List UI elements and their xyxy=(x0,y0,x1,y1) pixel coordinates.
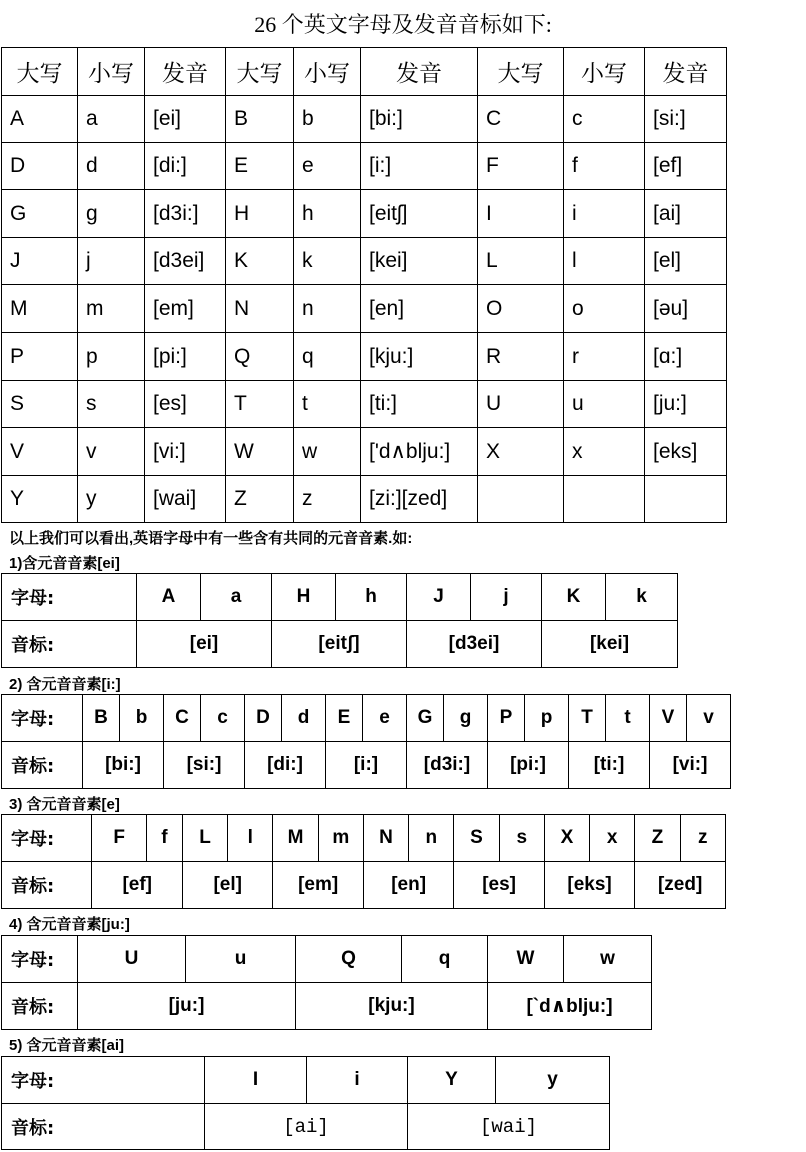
lowercase-cell: j xyxy=(78,238,145,285)
letter-cell: q xyxy=(402,936,488,983)
letter-cell: E xyxy=(326,695,363,742)
pronunciation-cell: [eks] xyxy=(645,428,727,476)
pronunciation-cell: [ai] xyxy=(645,190,727,238)
uppercase-cell xyxy=(478,476,564,523)
phonetics-label: 音标: xyxy=(2,1104,205,1150)
letters-label: 字母: xyxy=(2,1057,205,1104)
phonetics-label: 音标: xyxy=(2,621,137,668)
lowercase-cell: x xyxy=(564,428,645,476)
letter-cell: H xyxy=(272,574,336,621)
uppercase-cell: L xyxy=(478,238,564,285)
header-pronunciation: 发音 xyxy=(361,48,478,96)
phonetic-cell: [zed] xyxy=(635,862,726,909)
phonetics-label: 音标: xyxy=(2,862,92,909)
lowercase-cell: p xyxy=(78,333,145,381)
letter-cell: J xyxy=(407,574,471,621)
uppercase-cell: G xyxy=(2,190,78,238)
letter-cell: S xyxy=(454,815,499,862)
phonetic-cell: [wai] xyxy=(408,1104,610,1150)
letter-cell: f xyxy=(146,815,182,862)
uppercase-cell: N xyxy=(226,285,294,333)
phonetic-cell: [vi:] xyxy=(650,742,731,789)
lowercase-cell: z xyxy=(294,476,361,523)
page-title: 26 个英文字母及发音音标如下: xyxy=(254,12,552,37)
phonetic-cell: [eks] xyxy=(544,862,634,909)
pronunciation-cell: [si:] xyxy=(645,96,727,143)
phonetic-cell: [eitʃ] xyxy=(272,621,407,668)
header-lowercase: 小写 xyxy=(564,48,645,96)
uppercase-cell: A xyxy=(2,96,78,143)
letter-cell: s xyxy=(499,815,544,862)
phonetics-label: 音标: xyxy=(2,983,78,1030)
pronunciation-cell: [es] xyxy=(145,381,226,428)
lowercase-cell: g xyxy=(78,190,145,238)
pronunciation-cell: [bi:] xyxy=(361,96,478,143)
section-4-heading: 4) 含元音音素[ju:] xyxy=(9,916,130,933)
phonetic-cell: [em] xyxy=(273,862,363,909)
letter-cell: V xyxy=(650,695,687,742)
phonetic-cell: [`d∧blju:] xyxy=(488,983,652,1030)
lowercase-cell: c xyxy=(564,96,645,143)
letter-cell: Z xyxy=(635,815,680,862)
phonetic-cell: [ai] xyxy=(205,1104,408,1150)
alphabet-table xyxy=(1,47,727,523)
section-2-table xyxy=(1,694,731,789)
pronunciation-cell: [ju:] xyxy=(645,381,727,428)
letters-label: 字母: xyxy=(2,815,92,862)
section-5-table xyxy=(1,1056,610,1150)
lowercase-cell: w xyxy=(294,428,361,476)
phonetics-row xyxy=(2,983,652,1030)
pronunciation-cell: [ef] xyxy=(645,143,727,190)
uppercase-cell: B xyxy=(226,96,294,143)
pronunciation-cell: [ɑ:] xyxy=(645,333,727,381)
uppercase-cell: S xyxy=(2,381,78,428)
table-row xyxy=(2,96,727,143)
uppercase-cell: Y xyxy=(2,476,78,523)
uppercase-cell: M xyxy=(2,285,78,333)
lowercase-cell: s xyxy=(78,381,145,428)
pronunciation-cell: [el] xyxy=(645,238,727,285)
table-row xyxy=(2,333,727,381)
uppercase-cell: O xyxy=(478,285,564,333)
uppercase-cell: V xyxy=(2,428,78,476)
lowercase-cell: f xyxy=(564,143,645,190)
pronunciation-cell xyxy=(645,476,727,523)
uppercase-cell: H xyxy=(226,190,294,238)
letter-cell: A xyxy=(137,574,201,621)
lowercase-cell: n xyxy=(294,285,361,333)
pronunciation-cell: [kju:] xyxy=(361,333,478,381)
phonetics-row xyxy=(2,862,726,909)
uppercase-cell: F xyxy=(478,143,564,190)
phonetic-cell: [ef] xyxy=(92,862,182,909)
header-uppercase: 大写 xyxy=(226,48,294,96)
phonetic-cell: [d3i:] xyxy=(407,742,488,789)
section-5-heading: 5) 含元音音素[ai] xyxy=(9,1037,125,1054)
letter-cell: g xyxy=(444,695,488,742)
letter-cell: K xyxy=(542,574,606,621)
letter-cell: T xyxy=(569,695,606,742)
letter-cell: L xyxy=(182,815,227,862)
letter-cell: F xyxy=(92,815,146,862)
uppercase-cell: D xyxy=(2,143,78,190)
lowercase-cell: t xyxy=(294,381,361,428)
table-header-row xyxy=(2,48,727,96)
letter-cell: D xyxy=(245,695,282,742)
lowercase-cell: v xyxy=(78,428,145,476)
letter-cell: t xyxy=(606,695,650,742)
letter-cell: u xyxy=(186,936,296,983)
letter-cell: h xyxy=(336,574,407,621)
phonetics-row xyxy=(2,742,731,789)
header-pronunciation: 发音 xyxy=(145,48,226,96)
uppercase-cell: X xyxy=(478,428,564,476)
letter-cell: U xyxy=(78,936,186,983)
uppercase-cell: Z xyxy=(226,476,294,523)
letter-cell: d xyxy=(282,695,326,742)
letter-cell: v xyxy=(687,695,731,742)
table-row xyxy=(2,190,727,238)
letter-cell: G xyxy=(407,695,444,742)
letters-row xyxy=(2,1057,610,1104)
header-uppercase: 大写 xyxy=(2,48,78,96)
table-row xyxy=(2,143,727,190)
section-3-heading: 3) 含元音音素[e] xyxy=(9,796,120,813)
letter-cell: n xyxy=(409,815,454,862)
phonetic-cell: [pi:] xyxy=(488,742,569,789)
pronunciation-cell: [en] xyxy=(361,285,478,333)
header-pronunciation: 发音 xyxy=(645,48,727,96)
letter-cell: e xyxy=(363,695,407,742)
uppercase-cell: Q xyxy=(226,333,294,381)
uppercase-cell: C xyxy=(478,96,564,143)
pronunciation-cell: [eitʃ] xyxy=(361,190,478,238)
letters-row xyxy=(2,574,678,621)
letter-cell: y xyxy=(496,1057,610,1104)
letter-cell: Y xyxy=(408,1057,496,1104)
phonetic-cell: [kei] xyxy=(542,621,678,668)
letter-cell: w xyxy=(564,936,652,983)
lowercase-cell: m xyxy=(78,285,145,333)
section-2-heading: 2) 含元音音素[i:] xyxy=(9,676,121,693)
phonetic-cell: [di:] xyxy=(245,742,326,789)
pronunciation-cell: [di:] xyxy=(145,143,226,190)
letters-label: 字母: xyxy=(2,574,137,621)
lowercase-cell: r xyxy=(564,333,645,381)
lowercase-cell: a xyxy=(78,96,145,143)
letter-cell: x xyxy=(590,815,635,862)
uppercase-cell: W xyxy=(226,428,294,476)
lowercase-cell: b xyxy=(294,96,361,143)
letter-cell: i xyxy=(307,1057,408,1104)
letter-cell: B xyxy=(83,695,120,742)
pronunciation-cell: [d3i:] xyxy=(145,190,226,238)
uppercase-cell: P xyxy=(2,333,78,381)
letter-cell: C xyxy=(164,695,201,742)
pronunciation-cell: [em] xyxy=(145,285,226,333)
letter-cell: j xyxy=(471,574,542,621)
letter-cell: c xyxy=(201,695,245,742)
section-3-table xyxy=(1,814,726,909)
lowercase-cell: u xyxy=(564,381,645,428)
table-row xyxy=(2,381,727,428)
phonetics-label: 音标: xyxy=(2,742,83,789)
section-1-heading: 1)含元音音素[ei] xyxy=(9,555,120,572)
uppercase-cell: R xyxy=(478,333,564,381)
pronunciation-cell: [i:] xyxy=(361,143,478,190)
letters-row xyxy=(2,695,731,742)
pronunciation-cell: [kei] xyxy=(361,238,478,285)
pronunciation-cell: [pi:] xyxy=(145,333,226,381)
letter-cell: m xyxy=(318,815,363,862)
letter-cell: P xyxy=(488,695,525,742)
letter-cell: N xyxy=(363,815,408,862)
pronunciation-cell: [ti:] xyxy=(361,381,478,428)
table-row xyxy=(2,285,727,333)
letter-cell: X xyxy=(544,815,589,862)
phonetic-cell: [el] xyxy=(182,862,272,909)
pronunciation-cell: [wai] xyxy=(145,476,226,523)
lowercase-cell: y xyxy=(78,476,145,523)
pronunciation-cell: [vi:] xyxy=(145,428,226,476)
table-row xyxy=(2,476,727,523)
letters-row xyxy=(2,815,726,862)
phonetic-cell: [kju:] xyxy=(296,983,488,1030)
pronunciation-cell: ['d∧blju:] xyxy=(361,428,478,476)
phonetic-cell: [d3ei] xyxy=(407,621,542,668)
letter-cell: z xyxy=(680,815,725,862)
uppercase-cell: J xyxy=(2,238,78,285)
pronunciation-cell: [ei] xyxy=(145,96,226,143)
letter-cell: p xyxy=(525,695,569,742)
letter-cell: W xyxy=(488,936,564,983)
intro-text: 以上我们可以看出,英语字母中有一些含有共同的元音音素.如: xyxy=(9,530,413,547)
uppercase-cell: E xyxy=(226,143,294,190)
phonetics-row xyxy=(2,1104,610,1150)
phonetic-cell: [si:] xyxy=(164,742,245,789)
lowercase-cell: h xyxy=(294,190,361,238)
phonetic-cell: [es] xyxy=(454,862,544,909)
lowercase-cell: k xyxy=(294,238,361,285)
pronunciation-cell: [zi:][zed] xyxy=(361,476,478,523)
lowercase-cell: e xyxy=(294,143,361,190)
letter-cell: a xyxy=(201,574,272,621)
uppercase-cell: K xyxy=(226,238,294,285)
letter-cell: k xyxy=(606,574,678,621)
lowercase-cell: q xyxy=(294,333,361,381)
section-1-table xyxy=(1,573,678,668)
uppercase-cell: I xyxy=(478,190,564,238)
phonetic-cell: [ti:] xyxy=(569,742,650,789)
pronunciation-cell: [əu] xyxy=(645,285,727,333)
letter-cell: b xyxy=(120,695,164,742)
letter-cell: M xyxy=(273,815,318,862)
table-row xyxy=(2,238,727,285)
phonetic-cell: [ju:] xyxy=(78,983,296,1030)
phonetic-cell: [en] xyxy=(363,862,453,909)
lowercase-cell xyxy=(564,476,645,523)
phonetic-cell: [ei] xyxy=(137,621,272,668)
lowercase-cell: l xyxy=(564,238,645,285)
phonetics-row xyxy=(2,621,678,668)
letter-cell: Q xyxy=(296,936,402,983)
table-row xyxy=(2,428,727,476)
letters-row xyxy=(2,936,652,983)
lowercase-cell: d xyxy=(78,143,145,190)
phonetic-cell: [bi:] xyxy=(83,742,164,789)
header-uppercase: 大写 xyxy=(478,48,564,96)
lowercase-cell: o xyxy=(564,285,645,333)
letters-label: 字母: xyxy=(2,936,78,983)
uppercase-cell: T xyxy=(226,381,294,428)
header-lowercase: 小写 xyxy=(294,48,361,96)
phonetic-cell: [i:] xyxy=(326,742,407,789)
lowercase-cell: i xyxy=(564,190,645,238)
pronunciation-cell: [d3ei] xyxy=(145,238,226,285)
section-4-table xyxy=(1,935,652,1030)
header-lowercase: 小写 xyxy=(78,48,145,96)
letter-cell: I xyxy=(205,1057,307,1104)
letter-cell: l xyxy=(228,815,273,862)
letters-label: 字母: xyxy=(2,695,83,742)
uppercase-cell: U xyxy=(478,381,564,428)
